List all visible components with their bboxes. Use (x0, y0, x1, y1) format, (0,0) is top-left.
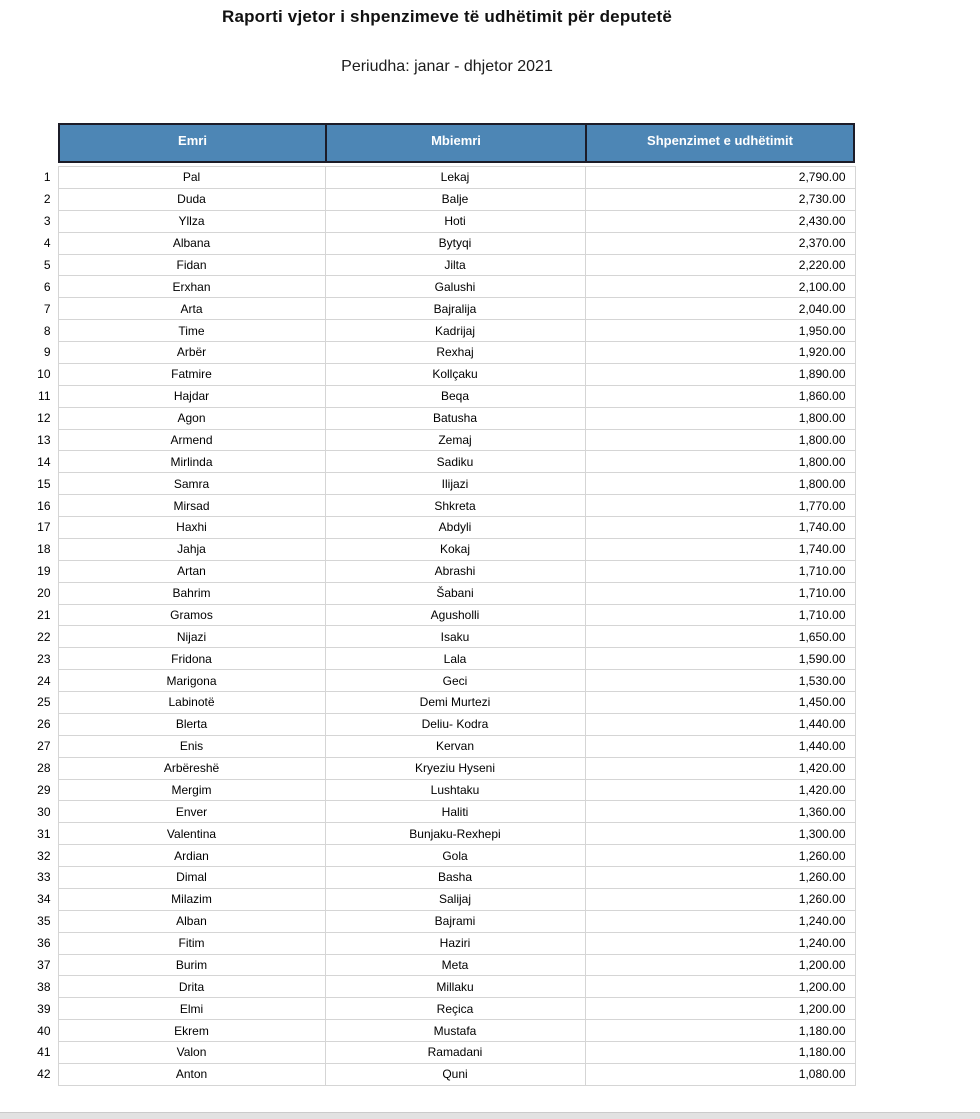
row-number: 11 (38, 389, 51, 404)
cell-mbiemri: Basha (325, 867, 585, 889)
cell-emri: Ardian (58, 845, 325, 867)
cell-shpenzimet: 1,240.00 (585, 932, 855, 954)
column-header-mbiemri: Mbiemri (325, 125, 585, 161)
cell-shpenzimet: 1,800.00 (585, 451, 855, 473)
row-number: 6 (43, 279, 51, 294)
table-row (30, 1020, 855, 1042)
row-number: 24 (37, 673, 51, 688)
row-number: 19 (37, 564, 51, 579)
row-number: 3 (43, 214, 51, 229)
row-number: 30 (37, 804, 51, 819)
row-number: 28 (37, 761, 51, 776)
table-row (30, 888, 855, 910)
cell-shpenzimet: 1,590.00 (585, 648, 855, 670)
row-number: 26 (37, 717, 51, 732)
cell-shpenzimet: 1,080.00 (585, 1063, 855, 1085)
cell-emri: Albana (58, 232, 325, 254)
cell-mbiemri: Balje (325, 188, 585, 210)
cell-emri: Hajdar (58, 385, 325, 407)
table-row (30, 298, 855, 320)
cell-emri: Jahja (58, 538, 325, 560)
cell-emri: Fridona (58, 648, 325, 670)
cell-mbiemri: Galushi (325, 276, 585, 298)
cell-mbiemri: Meta (325, 954, 585, 976)
cell-mbiemri: Kokaj (325, 538, 585, 560)
table-row (30, 167, 855, 189)
cell-emri: Pal (58, 167, 325, 189)
table-row (30, 779, 855, 801)
cell-mbiemri: Šabani (325, 582, 585, 604)
cell-mbiemri: Deliu- Kodra (325, 713, 585, 735)
cell-shpenzimet: 1,180.00 (585, 1020, 855, 1042)
cell-shpenzimet: 1,440.00 (585, 735, 855, 757)
cell-mbiemri: Gola (325, 845, 585, 867)
cell-mbiemri: Shkreta (325, 495, 585, 517)
table-row (30, 210, 855, 232)
cell-mbiemri: Agusholli (325, 604, 585, 626)
cell-shpenzimet: 2,370.00 (585, 232, 855, 254)
cell-shpenzimet: 1,260.00 (585, 888, 855, 910)
row-number: 16 (37, 498, 51, 513)
row-number: 1 (43, 170, 51, 185)
cell-mbiemri: Quni (325, 1063, 585, 1085)
cell-emri: Fidan (58, 254, 325, 276)
cell-mbiemri: Abdyli (325, 517, 585, 539)
cell-emri: Marigona (58, 670, 325, 692)
cell-mbiemri: Bajrami (325, 910, 585, 932)
cell-shpenzimet: 1,650.00 (585, 626, 855, 648)
row-number: 14 (37, 454, 51, 469)
table-row (30, 910, 855, 932)
cell-mbiemri: Kryeziu Hyseni (325, 757, 585, 779)
table-row (30, 385, 855, 407)
cell-shpenzimet: 1,800.00 (585, 407, 855, 429)
row-number: 13 (37, 432, 51, 447)
row-number: 12 (37, 411, 51, 426)
cell-shpenzimet: 1,710.00 (585, 560, 855, 582)
row-number: 32 (37, 848, 51, 863)
table-row (30, 976, 855, 998)
cell-mbiemri: Reçica (325, 998, 585, 1020)
cell-emri: Erxhan (58, 276, 325, 298)
row-number: 8 (43, 323, 51, 338)
cell-emri: Burim (58, 954, 325, 976)
row-number: 35 (37, 914, 51, 929)
cell-shpenzimet: 2,220.00 (585, 254, 855, 276)
cell-shpenzimet: 1,890.00 (585, 363, 855, 385)
cell-emri: Valon (58, 1042, 325, 1064)
table-row (30, 757, 855, 779)
cell-emri: Duda (58, 188, 325, 210)
table-row (30, 538, 855, 560)
cell-emri: Fitim (58, 932, 325, 954)
cell-mbiemri: Salijaj (325, 888, 585, 910)
table-row (30, 626, 855, 648)
column-header-emri: Emri (178, 133, 207, 148)
cell-emri: Enis (58, 735, 325, 757)
cell-mbiemri: Kervan (325, 735, 585, 757)
cell-mbiemri: Lala (325, 648, 585, 670)
cell-shpenzimet: 1,800.00 (585, 473, 855, 495)
cell-mbiemri: Lushtaku (325, 779, 585, 801)
cell-shpenzimet: 1,950.00 (585, 320, 855, 342)
cell-emri: Nijazi (58, 626, 325, 648)
cell-shpenzimet: 1,740.00 (585, 538, 855, 560)
cell-shpenzimet: 2,040.00 (585, 298, 855, 320)
table-row (30, 604, 855, 626)
cell-mbiemri: Rexhaj (325, 342, 585, 364)
row-number: 27 (37, 739, 51, 754)
cell-emri: Arbër (58, 342, 325, 364)
cell-mbiemri: Zemaj (325, 429, 585, 451)
cell-shpenzimet: 2,790.00 (585, 167, 855, 189)
cell-emri: Arbëreshë (58, 757, 325, 779)
cell-mbiemri: Haziri (325, 932, 585, 954)
cell-shpenzimet: 1,240.00 (585, 910, 855, 932)
table-row (30, 1042, 855, 1064)
cell-emri: Fatmire (58, 363, 325, 385)
cell-mbiemri: Haliti (325, 801, 585, 823)
report-header (0, 0, 894, 27)
cell-emri: Haxhi (58, 517, 325, 539)
row-number: 4 (43, 236, 51, 251)
cell-shpenzimet: 1,450.00 (585, 692, 855, 714)
row-number: 9 (43, 345, 51, 360)
row-number: 33 (37, 870, 51, 885)
cell-mbiemri: Ramadani (325, 1042, 585, 1064)
table-row (30, 692, 855, 714)
cell-emri: Labinotë (58, 692, 325, 714)
row-number: 25 (37, 695, 51, 710)
table-row (30, 998, 855, 1020)
row-number: 31 (37, 826, 51, 841)
table-row (30, 823, 855, 845)
cell-emri: Anton (58, 1063, 325, 1085)
cell-shpenzimet: 1,440.00 (585, 713, 855, 735)
cell-emri: Gramos (58, 604, 325, 626)
cell-emri: Milazim (58, 888, 325, 910)
cell-mbiemri: Demi Murtezi (325, 692, 585, 714)
column-header-shpenzimet: Shpenzimet e udhëtimit (585, 125, 853, 161)
cell-shpenzimet: 1,260.00 (585, 867, 855, 889)
cell-mbiemri: Sadiku (325, 451, 585, 473)
cell-shpenzimet: 1,710.00 (585, 604, 855, 626)
cell-emri: Enver (58, 801, 325, 823)
cell-emri: Armend (58, 429, 325, 451)
row-number: 36 (37, 936, 51, 951)
expenses-table (30, 166, 856, 1086)
cell-shpenzimet: 1,800.00 (585, 429, 855, 451)
cell-mbiemri: Jilta (325, 254, 585, 276)
table-row (30, 407, 855, 429)
cell-shpenzimet: 1,360.00 (585, 801, 855, 823)
table-row (30, 713, 855, 735)
table-row (30, 801, 855, 823)
table-row (30, 188, 855, 210)
row-number: 37 (37, 957, 51, 972)
table-row (30, 320, 855, 342)
row-number: 34 (37, 892, 51, 907)
cell-shpenzimet: 2,730.00 (585, 188, 855, 210)
cell-emri: Ekrem (58, 1020, 325, 1042)
cell-mbiemri: Isaku (325, 626, 585, 648)
cell-shpenzimet: 1,710.00 (585, 582, 855, 604)
cell-shpenzimet: 1,770.00 (585, 495, 855, 517)
cell-mbiemri: Batusha (325, 407, 585, 429)
cell-emri: Mergim (58, 779, 325, 801)
row-number: 7 (43, 301, 51, 316)
cell-emri: Time (58, 320, 325, 342)
table-row (30, 429, 855, 451)
table-row (30, 254, 855, 276)
row-number: 22 (37, 629, 51, 644)
table-row (30, 560, 855, 582)
horizontal-scrollbar-track[interactable] (0, 1112, 980, 1119)
cell-shpenzimet: 1,920.00 (585, 342, 855, 364)
row-number: 18 (37, 542, 51, 557)
table-row (30, 845, 855, 867)
cell-shpenzimet: 1,300.00 (585, 823, 855, 845)
cell-emri: Artan (58, 560, 325, 582)
row-number: 5 (43, 257, 51, 272)
cell-emri: Drita (58, 976, 325, 998)
row-number: 17 (37, 520, 51, 535)
cell-shpenzimet: 1,200.00 (585, 998, 855, 1020)
cell-shpenzimet: 1,530.00 (585, 670, 855, 692)
cell-mbiemri: Kadrijaj (325, 320, 585, 342)
row-number: 21 (37, 607, 51, 622)
row-number: 10 (37, 367, 51, 382)
cell-shpenzimet: 2,100.00 (585, 276, 855, 298)
table-row (30, 517, 855, 539)
report-period: Periudha: janar - dhjetor 2021 (341, 58, 553, 75)
row-number: 42 (37, 1067, 51, 1082)
table-row (30, 232, 855, 254)
table-row (30, 670, 855, 692)
row-number: 40 (37, 1023, 51, 1038)
cell-emri: Samra (58, 473, 325, 495)
cell-shpenzimet: 1,260.00 (585, 845, 855, 867)
row-number: 2 (43, 192, 51, 207)
cell-mbiemri: Hoti (325, 210, 585, 232)
cell-shpenzimet: 1,420.00 (585, 757, 855, 779)
table-row (30, 342, 855, 364)
table-row (30, 451, 855, 473)
cell-mbiemri: Abrashi (325, 560, 585, 582)
table-header-row (58, 123, 855, 163)
cell-mbiemri: Bajralija (325, 298, 585, 320)
cell-shpenzimet: 1,200.00 (585, 976, 855, 998)
cell-mbiemri: Bunjaku-Rexhepi (325, 823, 585, 845)
table-row (30, 276, 855, 298)
table-body (30, 167, 855, 1086)
table-row (30, 735, 855, 757)
cell-emri: Elmi (58, 998, 325, 1020)
cell-shpenzimet: 1,860.00 (585, 385, 855, 407)
row-number: 15 (37, 476, 51, 491)
cell-emri: Alban (58, 910, 325, 932)
row-number: 39 (37, 1001, 51, 1016)
cell-emri: Agon (58, 407, 325, 429)
table-row (30, 473, 855, 495)
cell-emri: Mirsad (58, 495, 325, 517)
table-row (30, 954, 855, 976)
table-row (30, 932, 855, 954)
cell-emri: Arta (58, 298, 325, 320)
cell-emri: Dimal (58, 867, 325, 889)
cell-mbiemri: Beqa (325, 385, 585, 407)
page-title: Raporti vjetor i shpenzimeve të udhëtimit për deputetë (221, 7, 673, 26)
cell-mbiemri: Bytyqi (325, 232, 585, 254)
cell-shpenzimet: 2,430.00 (585, 210, 855, 232)
cell-mbiemri: Millaku (325, 976, 585, 998)
row-number: 38 (37, 979, 51, 994)
table-row (30, 495, 855, 517)
cell-mbiemri: Ilijazi (325, 473, 585, 495)
cell-mbiemri: Lekaj (325, 167, 585, 189)
row-number: 29 (37, 782, 51, 797)
cell-mbiemri: Geci (325, 670, 585, 692)
table-row (30, 1063, 855, 1085)
table-row (30, 648, 855, 670)
cell-emri: Valentina (58, 823, 325, 845)
cell-shpenzimet: 1,180.00 (585, 1042, 855, 1064)
row-number: 41 (37, 1045, 51, 1060)
table-row (30, 582, 855, 604)
cell-shpenzimet: 1,740.00 (585, 517, 855, 539)
table-row (30, 867, 855, 889)
row-number: 23 (37, 651, 51, 666)
cell-emri: Blerta (58, 713, 325, 735)
cell-mbiemri: Kollçaku (325, 363, 585, 385)
cell-emri: Mirlinda (58, 451, 325, 473)
cell-shpenzimet: 1,200.00 (585, 954, 855, 976)
cell-shpenzimet: 1,420.00 (585, 779, 855, 801)
table-row (30, 363, 855, 385)
cell-emri: Bahrim (58, 582, 325, 604)
cell-mbiemri: Mustafa (325, 1020, 585, 1042)
cell-emri: Yllza (58, 210, 325, 232)
row-number: 20 (37, 586, 51, 601)
